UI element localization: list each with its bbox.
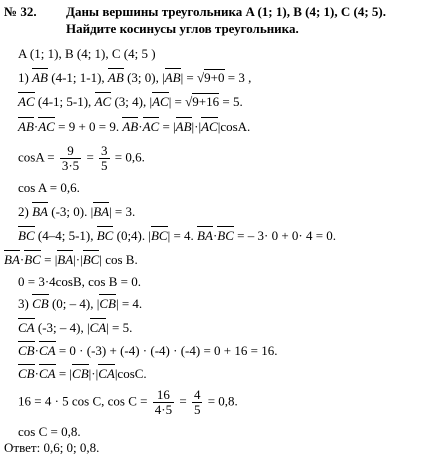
answer: Ответ: 0,6; 0; 0,8.: [4, 440, 100, 455]
part1-line1: 1) AB (4-1; 1-1), AB (3; 0), |AB| = √9+0 = 3 ,: [18, 70, 252, 85]
part3-line3: CB·CA = 0 · (-3) + (-4) · (-4) · (-4) = 0 + 16 = 16.: [18, 343, 278, 358]
part1-cos-formula: cosA = $\frac{9}{3\cdot 5}$ = $\frac{3}{5}$ = 0,6.: [18, 143, 145, 173]
part1-result: cos A = 0,6.: [18, 180, 80, 195]
part3-result: cos C = 0,8.: [18, 424, 81, 439]
given-points: A (1; 1), B (4; 1), C (4; 5 ): [18, 46, 156, 61]
part3-line2: CA (-3; – 4), |CA| = 5.: [18, 320, 133, 335]
part2-line2: BC (4–4; 5-1), BC (0;4). |BC| = 4. BA·BC = – 3· 0 + 0· 4 = 0.: [18, 228, 337, 243]
part1-line3: AB·AC = 9 + 0 = 9. AB·AC = |AB|·|AC|cosA.: [18, 119, 251, 134]
problem-number: № 32.: [4, 4, 37, 19]
part2-result: 0 = 3·4cosB, cos B = 0.: [18, 274, 141, 289]
part3-line1: 3) CB (0; – 4), |CB| = 4.: [18, 296, 143, 311]
part1-line2: AC (4-1; 5-1), AC (3; 4), |AC| = √9+16 = 5.: [18, 94, 243, 109]
part2-line1: 2) BA (-3; 0). |BA| = 3.: [18, 204, 136, 219]
problem-statement-line1: Даны вершины треугольника A (1; 1), B (4; 1), C (4; 5).: [66, 4, 386, 19]
part3-cos-formula: 16 = 4 · 5 cos C, cos C = $\frac{16}{4\cdot 5}$ = $\frac{4}{5}$ = 0,8.: [18, 387, 238, 417]
problem-statement-line2: Найдите косинусы углов треугольника.: [66, 21, 299, 36]
part3-line4: CB·CA = |CB|·|CA|cosC.: [18, 366, 147, 381]
part2-line3: BA·BC = |BA|·|BC| cos B.: [4, 252, 138, 267]
